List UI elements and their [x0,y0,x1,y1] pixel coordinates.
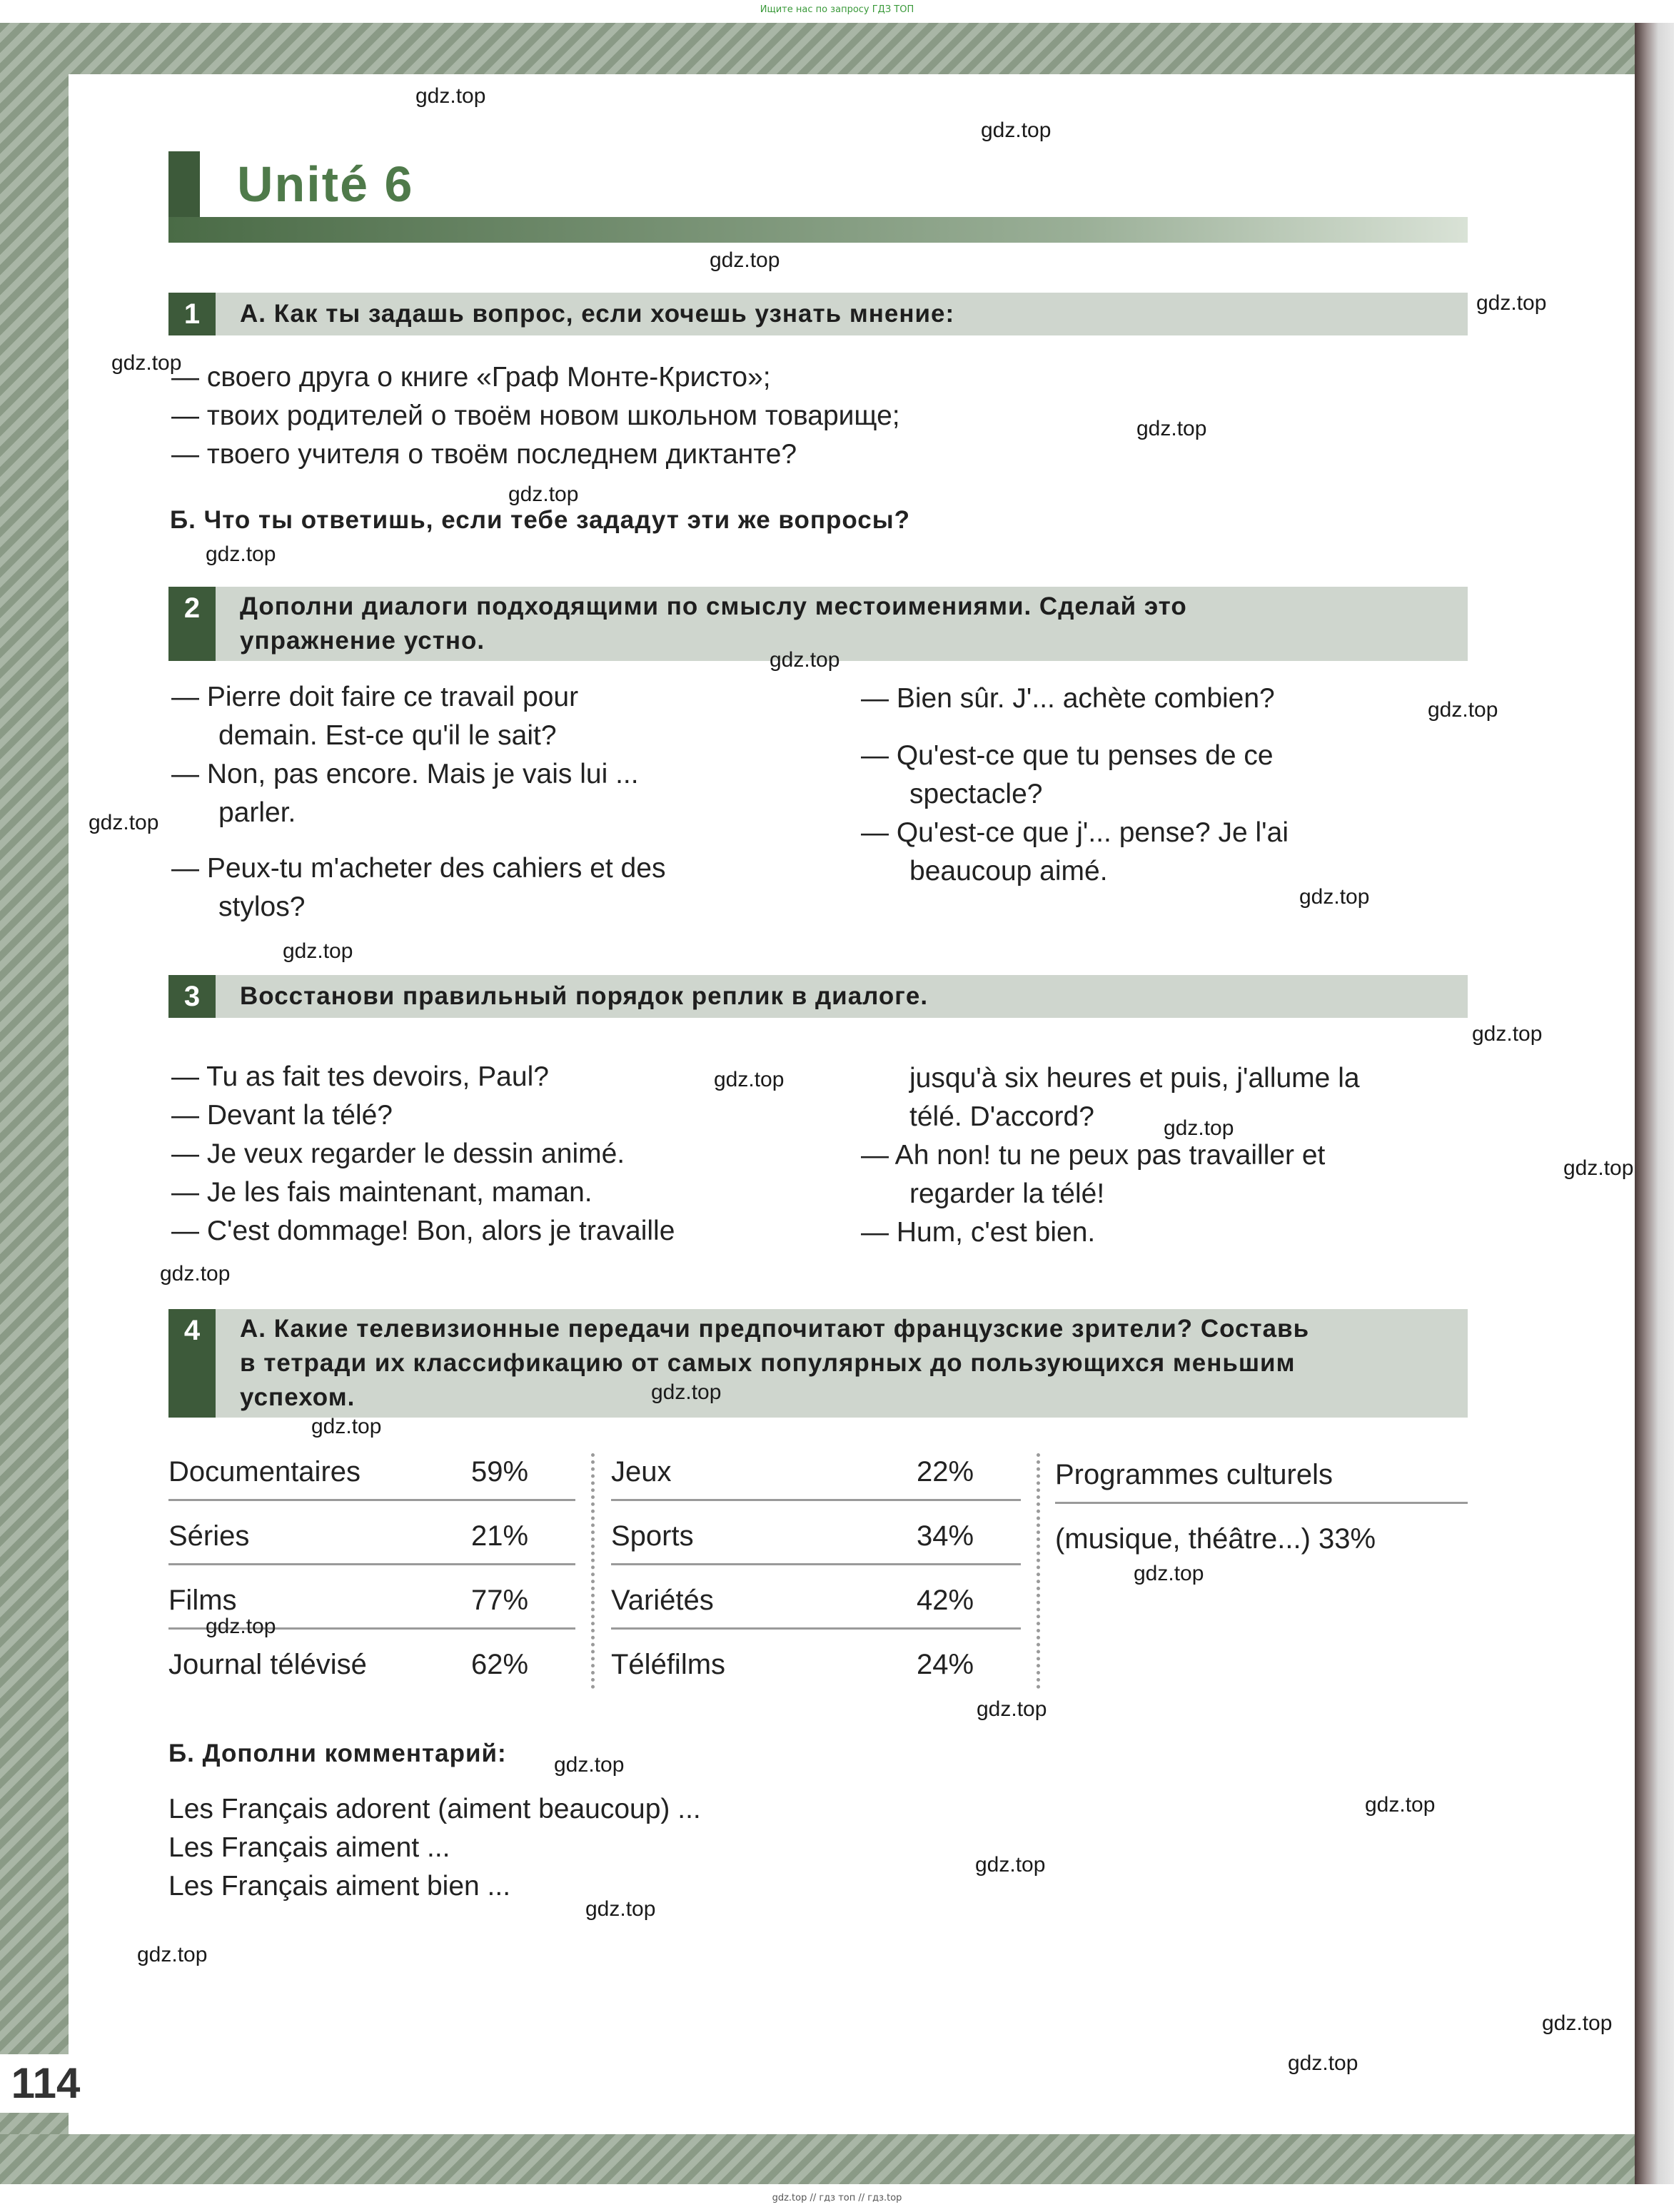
table-cell-name: Programmes culturels [1055,1459,1333,1490]
exercise-1-line: — твоего учителя о твоём последнем диктанте? [171,439,797,470]
table-row-line [168,1499,575,1501]
exercise-2-right-line: beaucoup aimé. [909,856,1108,887]
unit-header [168,151,1468,243]
top-note: Ищите нас по запросу ГДЗ ТОП [760,4,914,15]
table-cell-name: Journal télévisé [168,1649,367,1680]
exercise-2-left-line: — Non, pas encore. Mais je vais lui ... [171,759,639,789]
table-row-line [611,1499,1021,1501]
exercise-1-line: — твоих родителей о твоём новом школьном товарище; [171,400,900,431]
exercise-2-left-line: stylos? [218,892,306,922]
exercise-3-right-line: regarder la télé! [909,1178,1105,1209]
exercise-4-b-line: Les Français aiment ... [168,1832,450,1863]
table-cell-percent: 62% [471,1649,529,1680]
watermark: gdz.top [981,118,1052,142]
exercise-1-part-b: Б. Что ты ответишь, если тебе зададут эти же вопросы? [170,506,911,534]
watermark: gdz.top [977,1697,1047,1721]
table-cell-percent: 59% [471,1456,529,1488]
exercise-2-title-1: Дополни диалоги подходящими по смыслу местоимениями. Сделай это [240,592,1187,620]
exercise-1-line: — своего друга о книге «Граф Монте-Кристо»; [171,362,771,393]
exercise-3-left-line: — Je veux regarder le dessin animé. [171,1138,625,1169]
exercise-4-b-line: Les Français aiment bien ... [168,1871,511,1902]
watermark: gdz.top [311,1415,382,1438]
exercise-4-title-2: в тетради их классификацию от самых популярных до пользующихся меньшим [240,1349,1296,1377]
watermark: gdz.top [415,84,486,108]
watermark: gdz.top [1134,1562,1204,1585]
table-cell-percent: 42% [917,1585,974,1616]
table-cell-name: Séries [168,1520,250,1552]
table-row-line [611,1563,1021,1565]
watermark: gdz.top [1428,698,1498,722]
exercise-2-left-line: — Peux-tu m'acheter des cahiers et des [171,853,666,884]
watermark: gdz.top [1542,2011,1613,2035]
exercise-3-title: Восстанови правильный порядок реплик в диалоге. [240,982,929,1010]
watermark: gdz.top [651,1380,722,1404]
watermark: gdz.top [770,648,840,672]
table-row-line [1055,1502,1468,1504]
watermark: gdz.top [283,939,353,963]
exercise-4-b-line: Les Français adorent (aiment beaucoup) ... [168,1794,701,1824]
table-cell-name: Variétés [611,1585,714,1616]
watermark: gdz.top [1476,291,1547,315]
table-row-line [168,1563,575,1565]
watermark: gdz.top [1136,417,1207,440]
exercise-2-right-line: — Qu'est-ce que j'... pense? Je l'ai [861,817,1289,848]
exercise-4-number: 4 [168,1309,216,1418]
unit-title: Unité 6 [237,156,414,212]
table-cell-percent: 22% [917,1456,974,1488]
exercise-4-title-3: успехом. [240,1383,356,1411]
watermark: gdz.top [111,351,182,375]
page-frame-top [0,23,1642,74]
watermark: gdz.top [714,1068,785,1091]
table-row-line [611,1627,1021,1630]
exercise-3-right-line: — Hum, c'est bien. [861,1217,1096,1248]
exercise-1-header [168,293,1468,335]
watermark: gdz.top [1563,1156,1634,1180]
table-cell-name: Jeux [611,1456,672,1488]
exercise-3-left-line: — Devant la télé? [171,1100,393,1131]
exercise-2-right-line: — Qu'est-ce que tu penses de ce [861,740,1274,771]
watermark: gdz.top [508,483,579,506]
watermark: gdz.top [1288,2051,1358,2075]
table-cell-name: Téléfilms [611,1649,726,1680]
watermark: gdz.top [89,811,159,834]
watermark: gdz.top [206,1615,276,1638]
watermark: gdz.top [1472,1022,1543,1046]
table-cell-percent: 77% [471,1585,529,1616]
page-frame-left [0,23,69,2157]
table-cell-percent: 21% [471,1520,529,1552]
exercise-3-right-line: — Ah non! tu ne peux pas travailler et [861,1140,1326,1171]
exercise-4-part-b: Б. Дополни комментарий: [168,1739,507,1767]
table-column-separator [591,1453,595,1689]
exercise-2-title-2: упражнение устно. [240,627,485,655]
exercise-3-left-line: — Je les fais maintenant, maman. [171,1177,593,1208]
page-number: 114 [0,2054,91,2113]
watermark: gdz.top [1164,1116,1234,1140]
exercise-3-right-line: jusqu'à six heures et puis, j'allume la [909,1063,1360,1094]
exercise-2-left-line: parler. [218,797,296,828]
exercise-3-number: 3 [168,975,216,1018]
exercise-2-number: 2 [168,587,216,661]
watermark: gdz.top [975,1853,1046,1877]
watermark: gdz.top [585,1897,656,1921]
table-cell-name: Films [168,1585,237,1616]
watermark: gdz.top [160,1262,231,1286]
exercise-1-title: А. Как ты задашь вопрос, если хочешь узнать мнение: [240,300,955,328]
table-column-separator [1037,1453,1040,1689]
exercise-4-header [168,1309,1468,1418]
exercise-4-title-1: А. Какие телевизионные передачи предпочитают французские зрители? Составь [240,1315,1310,1343]
page-frame-bottom [0,2134,1642,2184]
table-cell-name: Documentaires [168,1456,361,1488]
exercise-2-left-line: — Pierre doit faire ce travail pour [171,682,579,712]
book-spine-right [1635,23,1674,2184]
exercise-2-right-line: — Bien sûr. J'... achète combien? [861,683,1275,714]
table-cell-name: (musique, théâtre...) 33% [1055,1523,1376,1555]
exercise-2-right-line: spectacle? [909,779,1043,809]
exercise-3-left-line: — C'est dommage! Bon, alors je travaille [171,1216,675,1246]
exercise-2-left-line: demain. Est-ce qu'il le sait? [218,720,557,751]
watermark: gdz.top [554,1753,625,1777]
table-cell-percent: 24% [917,1649,974,1680]
exercise-3-left-line: — Tu as fait tes devoirs, Paul? [171,1061,549,1092]
table-cell-percent: 34% [917,1520,974,1552]
unit-header-underline [168,217,1468,243]
exercise-1-number: 1 [168,293,216,335]
watermark: gdz.top [137,1943,208,1966]
watermark: gdz.top [206,542,276,566]
watermark: gdz.top [1299,885,1370,909]
table-cell-name: Sports [611,1520,694,1552]
watermark: gdz.top [710,248,780,272]
bottom-note: gdz.top // гдз топ // гдз.top [772,2193,902,2203]
exercise-3-right-line: télé. D'accord? [909,1101,1094,1132]
watermark: gdz.top [1365,1793,1436,1817]
exercise-3-header [168,975,1468,1018]
